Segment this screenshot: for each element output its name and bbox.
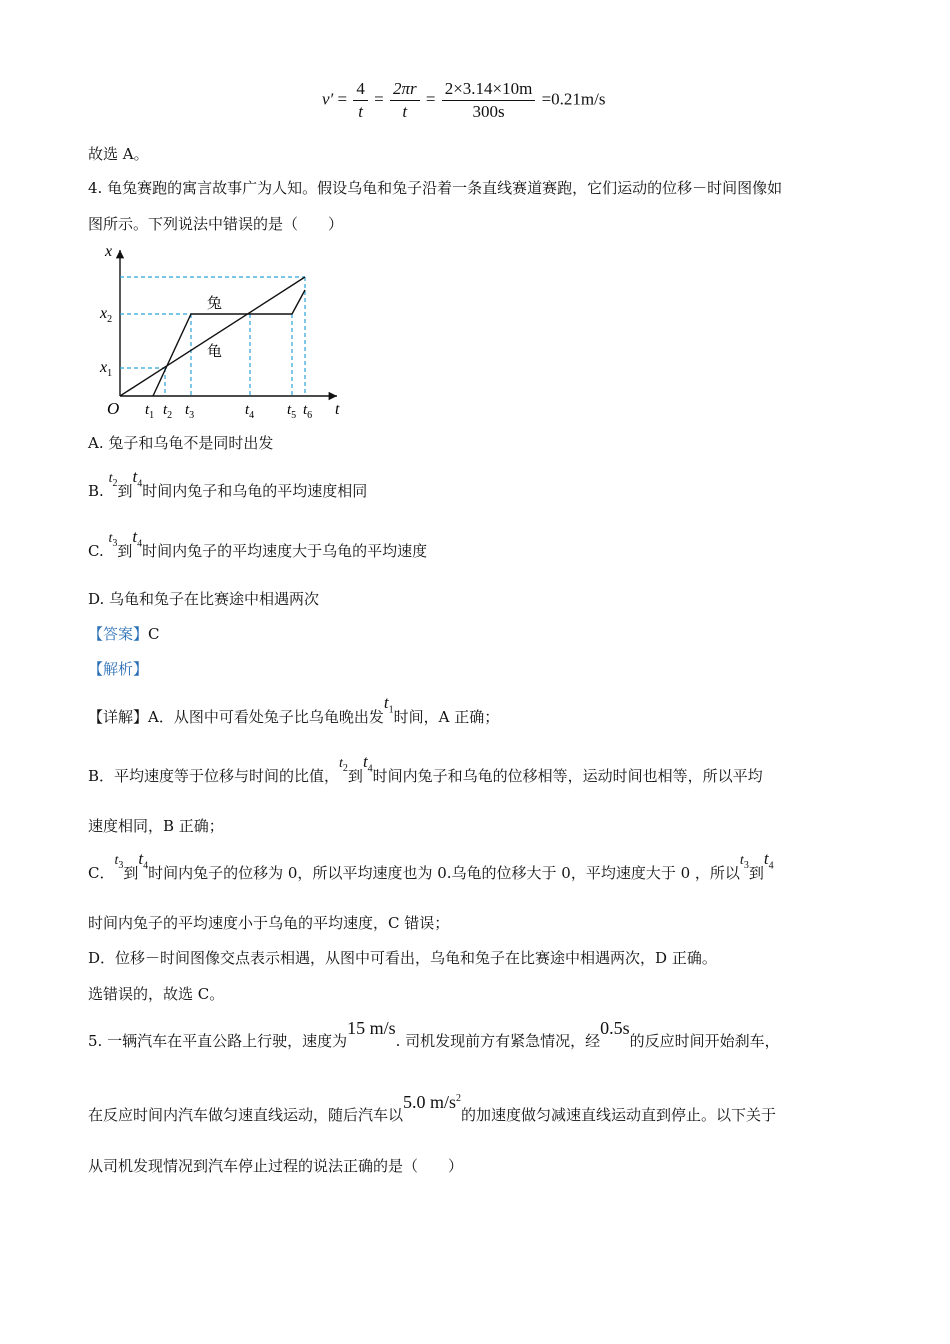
detail-c: C．$t_3$到$t_4$时间内兔子的位移为 0，所以平均速度也为 0.乌龟的位移大于 0，平均速度大于 0 ，所以$t_3$到$t_4$ <box>88 849 774 882</box>
q5-line1: 5. 一辆汽车在平直公路上行驶，速度为15 m/s. 司机发现前方有紧急情况，经0.5s的反应时间开始刹车， <box>88 1018 780 1050</box>
q5-speed: 15 m/s <box>347 1018 396 1038</box>
answer-line <box>88 623 160 644</box>
q4-conclusion: 选错误的，故选 C。 <box>88 985 225 1003</box>
t-tick-label: $t_4$ <box>245 402 255 421</box>
turtle-label: 龟 <box>207 342 223 360</box>
x1-label: $x_1$ <box>100 359 113 379</box>
t-tick-label: $t_3$ <box>185 402 195 421</box>
detail-c-line2: 时间内兔子的平均速度小于乌龟的平均速度，C 错误； <box>88 914 450 932</box>
answer-tag: 【答案】 <box>88 625 149 643</box>
q5-reaction-time: 0.5s <box>600 1018 630 1038</box>
q4-stem-line2: 图所示。下列说法中错误的是（ ） <box>88 215 344 233</box>
t-tick-label: $t_2$ <box>163 402 173 421</box>
q4-option-b: B. $t_2$到$t_4$时间内兔子和乌龟的平均速度相同 <box>88 467 368 500</box>
x-axis-label: x <box>105 243 113 260</box>
fraction-1: $\frac{4}{t}$ <box>353 78 368 123</box>
detail-d: D．位移－时间图像交点表示相遇，从图中可看出，乌龟和兔子在比赛途中相遇两次，D 正确。 <box>88 949 717 967</box>
q5-line3: 从司机发现情况到汽车停止过程的说法正确的是（ ） <box>88 1157 464 1175</box>
t-tick-label: $t_5$ <box>287 402 297 421</box>
velocity-formula: v′ = $\frac{4}{t}$ = $\frac{2\pi r}{t}$ = $\frac{2\times 3.14\times 10m}{300s}$ =0.21m/s <box>322 79 606 121</box>
analysis-tag: 【解析】 <box>88 660 149 678</box>
detail-b-line2: 速度相同，B 正确； <box>88 817 224 835</box>
t-tick-label: $t_1$ <box>145 402 155 421</box>
origin-label: O <box>107 399 120 418</box>
q4-option-c: C. $t_3$到$t_4$时间内兔子的平均速度大于乌龟的平均速度 <box>88 527 428 560</box>
x2-label: $x_2$ <box>100 305 113 325</box>
xt-graph <box>95 238 355 423</box>
q5-line2: 在反应时间内汽车做匀速直线运动，随后汽车以5.0 $m/s^2$的加速度做匀减速直线运动直到停止。以下关于 <box>88 1092 777 1124</box>
q4-option-a: A. 兔子和乌龟不是同时出发 <box>88 434 274 452</box>
q4-stem-line1: 4. 龟兔赛跑的寓言故事广为人知。假设乌龟和兔子沿着一条直线赛道赛跑，它们运动的位移－时间图像如 <box>88 179 783 197</box>
q5-acceleration: 5.0 $m/s^2$ <box>403 1092 462 1112</box>
formula-result: =0.21m/s <box>541 89 606 109</box>
answer-value: C <box>148 625 160 643</box>
t-tick-label: $t_6$ <box>303 402 313 421</box>
rabbit-label: 兔 <box>207 294 223 312</box>
rabbit-line <box>153 290 305 396</box>
fraction-3: $\frac{2\times 3.14\times 10m}{300s}$ <box>442 78 536 123</box>
prev-conclusion: 故选 A。 <box>88 145 149 163</box>
t-axis-label: t <box>335 401 340 418</box>
detail-a: 【详解】A．从图中可看处兔子比乌龟晚出发$t_1$时间，A 正确； <box>88 693 500 726</box>
detail-b: B．平均速度等于位移与时间的比值，$t_2$到$t_4$时间内兔子和乌龟的位移相等，运动时间也相等，所以平均 <box>88 752 763 785</box>
fraction-2: $\frac{2\pi r}{t}$ <box>390 78 420 123</box>
q4-option-d: D. 乌龟和兔子在比赛途中相遇两次 <box>88 590 320 608</box>
formula-lhs: v′ <box>322 89 334 109</box>
